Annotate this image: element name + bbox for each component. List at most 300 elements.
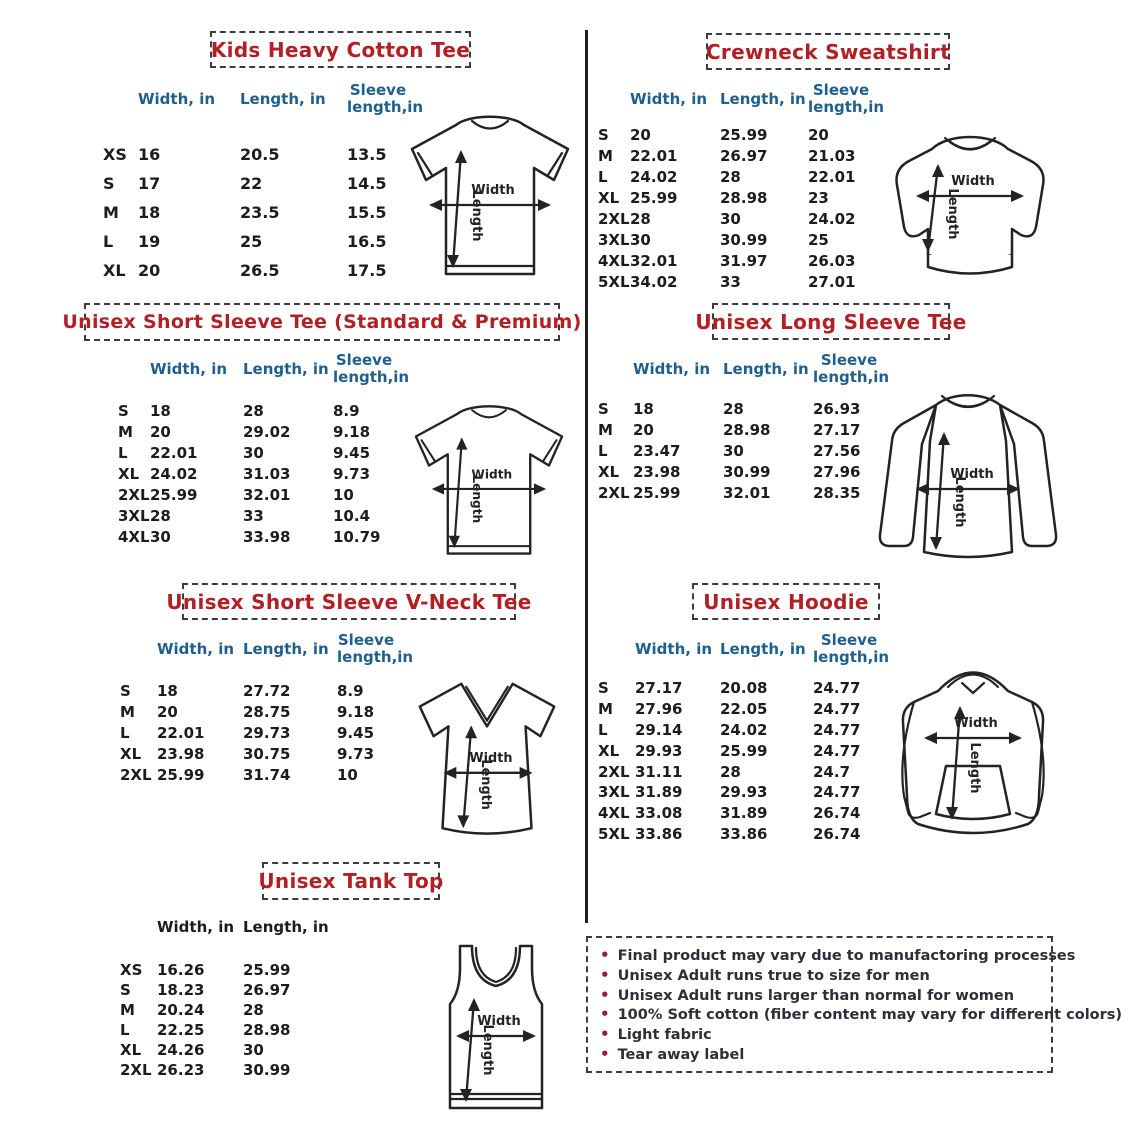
width-cell: 18.23 [157,981,205,999]
sleeve-cell: 9.45 [337,723,375,742]
size-table-v-neck [120,630,414,785]
section-title-text: Crewneck Sweatshirt [705,39,951,64]
table-row [598,398,885,419]
table-header-row [598,350,890,388]
size-cell: M [598,700,613,719]
section-title-text: Unisex Short Sleeve V-Neck Tee [166,589,532,614]
size-cell: L [118,443,128,462]
table-row [120,701,395,722]
table-row [598,419,885,440]
length-cell: 31.03 [243,464,291,483]
sleeve-cell: 26.74 [813,804,861,823]
width-cell: 18 [138,203,161,222]
table-row [598,761,885,782]
table-row [598,782,885,803]
length-cell: 30 [243,1041,264,1059]
width-cell: 20 [150,422,171,441]
sleeve-cell: 27.17 [813,420,861,439]
size-cell: XL [103,261,126,280]
length-cell: 33.98 [243,527,291,546]
table-row [598,208,874,229]
width-cell: 28 [630,209,651,228]
length-cell: 28.98 [243,1021,291,1039]
section-title-text: Unisex Tank Top [258,869,444,893]
notes-box [586,936,1123,1073]
sleeve-cell: 24.77 [813,720,861,739]
size-cell: XL [120,744,142,763]
size-cell: XL [118,464,140,483]
column-header-width: Width, in [138,89,216,108]
width-cell: 23.47 [633,441,681,460]
table-row [598,440,885,461]
column-header-length: Length, in [243,639,329,658]
length-cell: 22.05 [720,700,768,719]
size-cell: S [120,681,131,700]
size-cell: 5XL [598,824,630,843]
width-cell: 33.86 [635,824,683,843]
size-cell: 2XL [598,483,630,502]
table-row [598,124,874,145]
length-cell: 31.97 [720,251,768,270]
table-row [120,1020,343,1040]
column-header-width: Width, in [150,359,228,378]
width-cell: 23.98 [157,744,205,763]
table-row [118,442,395,463]
column-header-sleeve: Sleeve length,in [337,631,414,666]
length-cell: 27.72 [243,681,291,700]
width-cell: 25.99 [157,765,205,784]
size-cell: 2XL [120,1061,152,1079]
sleeve-cell: 27.56 [813,441,861,460]
length-cell: 30 [723,441,744,460]
tshirt-diagram [400,396,578,566]
size-table-short-sleeve [118,350,410,547]
width-cell: 30 [150,527,171,546]
length-cell: 28.98 [723,420,771,439]
column-header-width: Width, in [157,917,235,936]
length-cell: 26.97 [720,146,768,165]
length-cell: 25.99 [720,741,768,760]
sleeve-cell: 26.74 [813,824,861,843]
width-cell: 20 [633,420,654,439]
length-cell: 25.99 [243,961,291,979]
sleeve-cell: 9.18 [333,422,371,441]
table-row [598,678,885,699]
length-arrow-label: Length [480,1024,495,1076]
sleeve-cell: 24.77 [813,700,861,719]
tank-top-diagram [420,936,572,1128]
table-row [120,980,343,1000]
size-cell: 4XL [598,804,630,823]
length-cell: 28 [723,399,744,418]
bullet-icon: • [600,1045,610,1064]
sleeve-cell: 24.02 [808,209,856,228]
length-cell: 30.99 [723,462,771,481]
width-cell: 29.93 [635,741,683,760]
width-cell: 26.23 [157,1061,205,1079]
column-header-width: Width, in [633,359,711,378]
column-header-width: Width, in [157,639,235,658]
column-header-length: Length, in [243,917,329,936]
width-cell: 20 [630,125,651,144]
column-header-sleeve: Sleeve length,in [813,631,890,666]
section-title-text: Unisex Hoodie [703,589,869,614]
section-title-text: Unisex Long Sleeve Tee [695,309,967,334]
width-cell: 18 [633,399,654,418]
section-title-v-neck-tee [166,583,532,620]
tshirt-diagram [395,108,585,285]
width-cell: 27.96 [635,700,683,719]
sleeve-cell: 9.18 [337,702,375,721]
v-neck-tee-diagram [398,670,576,844]
table-row [598,720,885,741]
note-item [600,945,1076,964]
length-cell: 32.01 [723,483,771,502]
sleeve-cell: 10.4 [333,506,371,525]
size-table-crewneck [598,80,885,292]
width-cell: 20.24 [157,1001,205,1019]
length-cell: 30 [720,209,741,228]
bullet-icon: • [600,1005,610,1024]
length-cell: 28 [720,167,741,186]
note-text: Final product may vary due to manufactoring processes [617,947,1076,964]
size-cell: XS [120,961,143,979]
width-cell: 24.02 [150,464,198,483]
size-cell: L [120,1021,130,1039]
width-cell: 34.02 [630,272,678,291]
size-cell: M [598,420,613,439]
width-cell: 22.01 [150,443,198,462]
bullet-icon: • [600,945,610,964]
width-cell: 16.26 [157,961,205,979]
table-body [598,124,874,292]
table-body [120,960,343,1080]
width-cell: 20 [138,261,161,280]
sleeve-cell: 28.35 [813,483,861,502]
length-cell: 22 [240,174,263,193]
sleeve-cell: 27.01 [808,272,856,291]
column-header-length: Length, in [243,359,329,378]
sleeve-cell: 26.03 [808,251,856,270]
width-cell: 20 [157,702,178,721]
table-row [120,960,343,980]
sleeve-cell: 22.01 [808,167,856,186]
table-row [103,169,409,198]
sleeve-cell: 10.79 [333,527,381,546]
size-cell: S [598,125,609,144]
table-row [598,271,874,292]
size-cell: S [598,679,609,698]
sleeve-cell: 10 [337,765,358,784]
note-text: Unisex Adult runs larger than normal for women [617,987,1015,1004]
width-cell: 19 [138,232,161,251]
length-cell: 20.5 [240,145,280,164]
table-row [118,421,395,442]
length-cell: 25.99 [720,125,768,144]
size-cell: 2XL [118,485,150,504]
length-cell: 30.99 [720,230,768,249]
column-header-sleeve: Sleeve length,in [813,351,890,386]
note-item [600,1005,1123,1024]
length-cell: 28 [243,1001,264,1019]
sleeve-cell: 24.77 [813,741,861,760]
note-item [600,966,1039,984]
length-cell: 25 [240,232,263,251]
column-header-width: Width, in [635,639,713,658]
section-title-kids-heavy-cotton-tee [210,31,471,68]
length-cell: 28.75 [243,702,291,721]
length-cell: 29.73 [243,723,291,742]
table-row [598,250,874,271]
length-arrow-label: Length [945,188,960,240]
length-cell: 26.5 [240,261,280,280]
bullet-icon: • [600,1025,610,1044]
width-cell: 31.89 [635,783,683,802]
width-arrow-label: Width [471,183,515,198]
table-row [103,140,409,169]
table-body [120,680,395,785]
table-header-row [118,350,410,388]
size-cell: M [120,1001,135,1019]
sleeve-cell: 13.5 [347,145,387,164]
size-cell: XL [598,462,620,481]
size-cell: M [118,422,133,441]
width-arrow-label: Width [954,716,998,731]
size-cell: 4XL [598,251,630,270]
width-cell: 28 [150,506,171,525]
width-cell: 24.26 [157,1041,205,1059]
length-arrow-label: Length [470,475,485,524]
width-cell: 16 [138,145,161,164]
table-row [120,722,395,743]
sleeve-cell: 24.7 [813,762,851,781]
sleeve-cell: 24.77 [813,783,861,802]
length-cell: 26.97 [243,981,291,999]
column-header-length: Length, in [240,89,326,108]
length-cell: 31.74 [243,765,291,784]
column-divider [585,30,588,923]
length-cell: 32.01 [243,485,291,504]
bullet-icon: • [600,985,610,1004]
section-title-text: Unisex Short Sleeve Tee (Standard & Premium) [62,311,582,333]
table-row [598,824,885,845]
size-cell: 2XL [598,762,630,781]
section-title-unisex-short-sleeve-tee [62,303,582,341]
sleeve-cell: 27.96 [813,462,861,481]
size-cell: M [120,702,135,721]
width-cell: 24.02 [630,167,678,186]
size-table-long-sleeve [598,350,890,503]
table-row [598,229,874,250]
table-row [118,505,395,526]
length-cell: 31.89 [720,804,768,823]
length-cell: 30.99 [243,1061,291,1079]
column-header-length: Length, in [723,359,809,378]
table-body [598,678,885,844]
size-cell: 3XL [598,230,630,249]
size-cell: 5XL [598,272,630,291]
size-cell: 3XL [118,506,150,525]
section-title-unisex-tank-top [258,862,444,900]
sleeve-cell: 24.77 [813,679,861,698]
width-cell: 25.99 [630,188,678,207]
table-row [598,166,874,187]
table-header-row [120,630,414,668]
sleeve-cell: 15.5 [347,203,387,222]
size-cell: XL [598,741,620,760]
length-cell: 33 [243,506,264,525]
size-cell: XS [103,145,127,164]
table-row [103,198,409,227]
size-cell: L [598,167,608,186]
width-cell: 33.08 [635,804,683,823]
table-body [598,398,885,503]
size-cell: 3XL [598,783,630,802]
table-row [598,740,885,761]
length-cell: 29.02 [243,422,291,441]
note-text: Unisex Adult runs true to size for men [617,967,930,984]
width-cell: 22.01 [157,723,205,742]
table-row [118,484,395,505]
size-cell: S [103,174,115,193]
sleeve-cell: 8.9 [337,681,364,700]
length-arrow-label: Length [478,759,494,810]
table-body [118,400,395,547]
sleeve-cell: 8.9 [333,401,360,420]
width-cell: 25.99 [633,483,681,502]
size-cell: L [598,720,608,739]
width-cell: 17 [138,174,161,193]
size-cell: S [118,401,129,420]
table-row [598,461,885,482]
table-row [120,1040,343,1060]
width-cell: 29.14 [635,720,683,739]
length-cell: 29.93 [720,783,768,802]
sleeve-cell: 20 [808,125,829,144]
width-arrow-label: Width [951,174,995,189]
width-cell: 32.01 [630,251,678,270]
size-table-hoodie [598,630,890,844]
sleeve-cell: 17.5 [347,261,387,280]
sleeve-cell: 9.73 [337,744,375,763]
width-arrow-label: Width [950,467,994,482]
sleeve-cell: 10 [333,485,354,504]
length-cell: 28 [243,401,264,420]
sleeve-cell: 16.5 [347,232,387,251]
table-row [118,526,395,547]
sleeve-cell: 9.73 [333,464,371,483]
size-cell: L [598,441,608,460]
bullet-icon: • [600,965,610,984]
hoodie-diagram [876,646,1071,863]
size-table-kids [103,80,424,285]
width-cell: 30 [630,230,651,249]
table-row [120,1060,343,1080]
column-header-length: Length, in [720,639,806,658]
table-row [120,764,395,785]
long-sleeve-tee-diagram [860,386,1078,573]
table-header-row [598,80,885,118]
size-table-tank-top [120,908,343,1080]
width-arrow-label: Width [477,1014,521,1029]
size-cell: M [598,146,613,165]
size-cell: 4XL [118,527,150,546]
table-row [598,803,885,824]
length-cell: 24.02 [720,720,768,739]
section-title-text: Kids Heavy Cotton Tee [210,37,471,62]
width-cell: 22.01 [630,146,678,165]
table-body [103,140,409,285]
length-arrow-label: Length [952,476,967,528]
size-cell: XL [120,1041,142,1059]
section-title-unisex-long-sleeve-tee [695,303,967,340]
width-cell: 18 [150,401,171,420]
note-text: Tear away label [617,1047,745,1064]
width-cell: 18 [157,681,178,700]
table-row [120,743,395,764]
length-cell: 28.98 [720,188,768,207]
note-item [600,1025,1039,1043]
width-cell: 22.25 [157,1021,205,1039]
note-text: 100% Soft cotton (fiber content may vary for different colors) [617,1007,1123,1024]
column-header-length: Length, in [720,89,806,108]
section-title-unisex-hoodie [692,583,880,620]
size-cell: XL [598,188,620,207]
table-row [120,680,395,701]
length-arrow-label: Length [469,190,484,242]
table-row [118,463,395,484]
column-header-sleeve: Sleeve length,in [808,81,885,116]
sleeve-cell: 14.5 [347,174,387,193]
column-header-width: Width, in [630,89,708,108]
note-text: Light fabric [617,1027,712,1044]
width-arrow-label: Width [469,750,513,766]
size-cell: 2XL [598,209,630,228]
table-row [598,187,874,208]
width-arrow-label: Width [471,467,513,482]
size-cell: M [103,203,119,222]
table-row [598,145,874,166]
table-header-row [120,908,343,946]
table-row [120,1000,343,1020]
table-row [103,256,409,285]
note-item [600,1045,1039,1063]
table-header-row [598,630,890,668]
sweatshirt-diagram [870,128,1070,295]
column-header-sleeve: Sleeve length,in [347,81,424,116]
length-cell: 23.5 [240,203,280,222]
sleeve-cell: 25 [808,230,829,249]
length-cell: 33 [720,272,741,291]
sleeve-cell: 9.45 [333,443,371,462]
length-cell: 33.86 [720,824,768,843]
size-cell: L [120,723,130,742]
column-header-sleeve: Sleeve length,in [333,351,410,386]
size-cell: S [120,981,131,999]
table-row [103,227,409,256]
sleeve-cell: 26.93 [813,399,861,418]
width-cell: 23.98 [633,462,681,481]
size-cell: L [103,232,114,251]
length-cell: 20.08 [720,679,768,698]
table-header-row [103,80,424,118]
sleeve-cell: 23 [808,188,829,207]
sleeve-cell: 21.03 [808,146,856,165]
length-cell: 28 [720,762,741,781]
length-cell: 30 [243,443,264,462]
table-row [598,482,885,503]
size-cell: S [598,399,609,418]
